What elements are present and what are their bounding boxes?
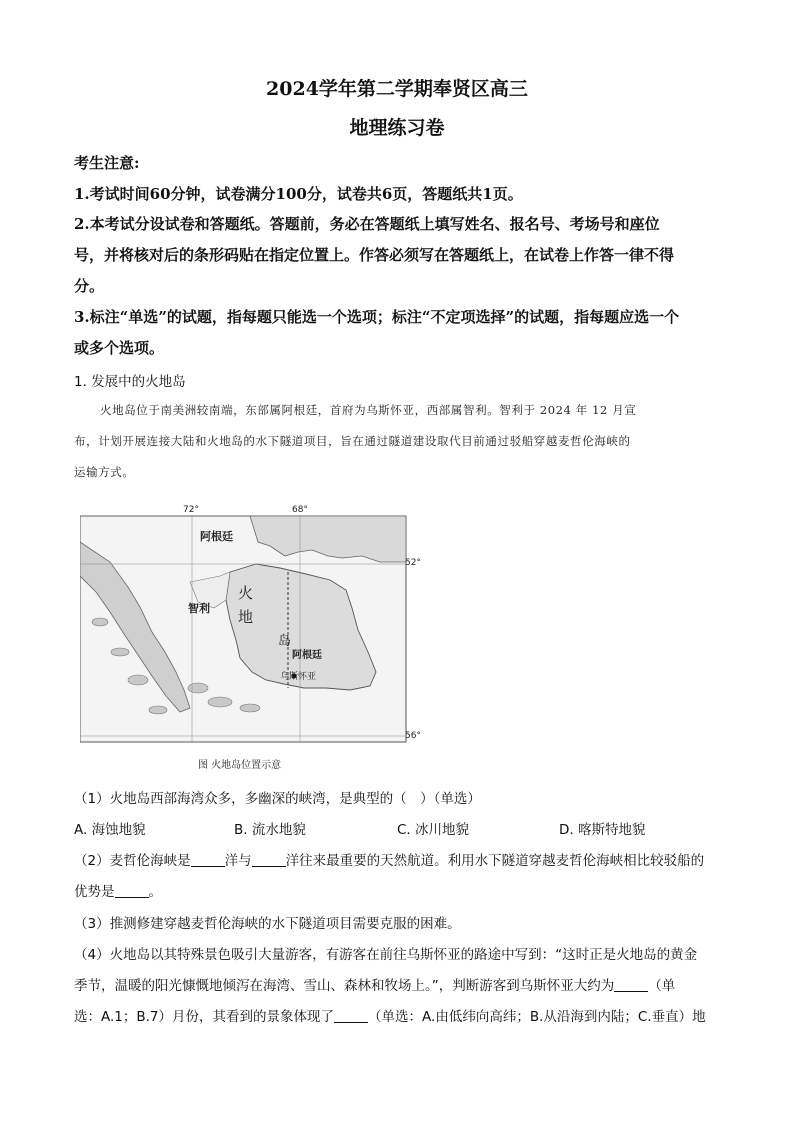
map-label-argentina-north: 阿根廷 bbox=[200, 530, 233, 543]
q3-stem: （3）推测修建穿越麦哲伦海峡的水下隧道项目需要克服的困难。 bbox=[74, 916, 461, 932]
q4-line-3-part-1: 选：A.1；B.7）月份，其看到的景象体现了 bbox=[74, 1009, 335, 1025]
map-label-ushuaia: 乌斯怀亚 bbox=[280, 672, 317, 682]
map-label-chile: 智利 bbox=[188, 602, 210, 615]
q4-blank-2 bbox=[334, 1008, 368, 1023]
notice-item-3-line-2: 或多个选项。 bbox=[74, 339, 165, 357]
q2-blank-1 bbox=[191, 852, 225, 867]
q2-part-4: 优势是 bbox=[74, 884, 115, 900]
q2-part-2: 洋与 bbox=[224, 853, 252, 869]
q4-line-1: （4）火地岛以其特殊景色吸引大量游客，有游客在前往乌斯怀亚的路途中写到：“这时正是火地岛的黄金 bbox=[74, 947, 698, 963]
q2-line-2 bbox=[74, 880, 162, 900]
q4-line-2 bbox=[74, 974, 675, 994]
q2-part-5: 。 bbox=[148, 884, 162, 900]
q2-blank-2 bbox=[252, 852, 286, 867]
passage-line-1: 火地岛位于南美洲较南端，东部属阿根廷，首府为乌斯怀亚，西部属智利。智利于 2024 年 12 月宣 bbox=[100, 403, 637, 417]
section-1-heading: 1. 发展中的火地岛 bbox=[74, 374, 186, 390]
q1-option-a: A. 海蚀地貌 bbox=[74, 822, 146, 838]
q2-part-3: 洋往来最重要的天然航道。利用水下隧道穿越麦哲伦海峡相比较驳船的 bbox=[285, 853, 705, 869]
tierra-del-fuego-map bbox=[80, 512, 425, 752]
q4-line-3 bbox=[74, 1005, 706, 1025]
q4-blank-1 bbox=[614, 977, 648, 992]
map-label-argentina-east: 阿根廷 bbox=[292, 650, 322, 661]
notice-item-2-line-1: 2.本考试分设试卷和答题纸。答题前，务必在答题纸上填写姓名、报名号、考场号和座位 bbox=[74, 215, 660, 233]
q1-option-b: B. 流水地貌 bbox=[234, 822, 306, 838]
notice-item-3-line-1: 3.标注“单选”的试题，指每题只能选一个选项；标注“不定项选择”的试题，指每题应选一个 bbox=[74, 308, 680, 326]
map-lon-68: 68° bbox=[292, 505, 308, 515]
q1-stem: （1）火地岛西部海湾众多，多幽深的峡湾，是典型的（ ）（单选） bbox=[74, 791, 481, 807]
notice-item-1: 1.考试时间60分钟，试卷满分100分，试卷共6页，答题纸共1页。 bbox=[74, 185, 523, 203]
notice-item-2-line-3: 分。 bbox=[74, 277, 105, 295]
q4-line-2-text: 季节，温暖的阳光慷慨地倾泻在海湾、雪山、森林和牧场上。”，判断游客到乌斯怀亚大约为 bbox=[74, 978, 615, 994]
q4-line-2-tail: （单 bbox=[648, 978, 676, 994]
map-lon-72: 72° bbox=[183, 505, 199, 515]
exam-title: 2024学年第二学期奉贤区高三 bbox=[266, 78, 528, 100]
q2-line-1 bbox=[74, 849, 704, 869]
q1-option-d: D. 喀斯特地貌 bbox=[559, 822, 646, 838]
passage-line-2: 布，计划开展连接大陆和火地岛的水下隧道项目，旨在通过隧道建设取代目前通过驳船穿越麦哲伦海峡的 bbox=[74, 434, 631, 448]
q4-line-3-part-2: （单选：A.由低纬向高纬；B.从沿海到内陆；C.垂直）地 bbox=[368, 1009, 706, 1025]
map-label-fire-1: 火 bbox=[238, 584, 254, 602]
exam-subtitle: 地理练习卷 bbox=[349, 117, 445, 139]
map-lat-52: 52° bbox=[405, 558, 421, 568]
map-lat-56: 56° bbox=[405, 731, 421, 741]
notice-heading: 考生注意: bbox=[74, 154, 140, 172]
passage-line-3: 运输方式。 bbox=[74, 465, 135, 479]
q2-part-1: （2）麦哲伦海峡是 bbox=[74, 853, 191, 869]
q2-blank-3 bbox=[115, 883, 149, 898]
map-caption: 图 火地岛位置示意 bbox=[198, 760, 282, 771]
q1-option-c: C. 冰川地貌 bbox=[397, 822, 470, 838]
map-label-fire-2: 地 bbox=[238, 608, 254, 626]
notice-item-2-line-2: 号，并将核对后的条形码贴在指定位置上。作答必须写在答题纸上，在试卷上作答一律不得 bbox=[74, 246, 675, 264]
map-label-fire-3: 岛 bbox=[278, 634, 292, 649]
